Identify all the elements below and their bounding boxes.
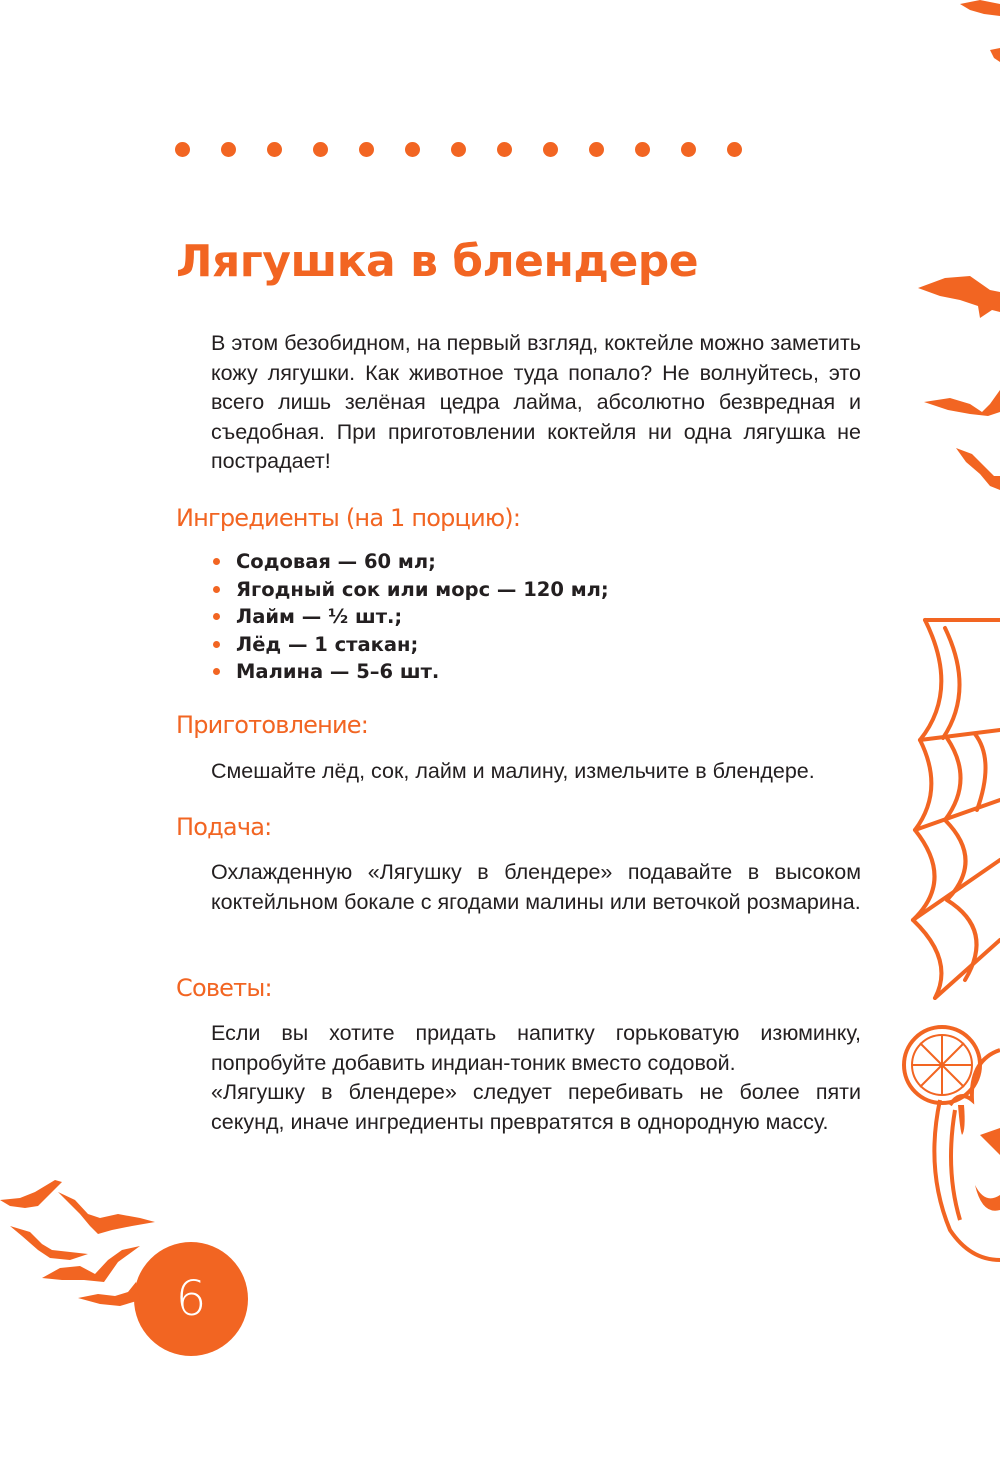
list-item: Лёд — 1 стакан;: [213, 631, 609, 659]
dot: [727, 142, 742, 157]
bullet-icon: [213, 613, 220, 620]
dot: [175, 142, 190, 157]
ingredients-list: [213, 548, 609, 686]
dot: [359, 142, 374, 157]
spiderweb-icon: [905, 600, 1000, 1000]
list-item: Ягодный сок или морс — 120 мл;: [213, 576, 609, 604]
dot: [681, 142, 696, 157]
dot: [497, 142, 512, 157]
pumpkin-icon: [900, 1010, 1000, 1270]
preparation-heading: Приготовление:: [176, 711, 369, 739]
list-item: Лайм — ½ шт.;: [213, 603, 609, 631]
ingredients-heading: Ингредиенты (на 1 порцию):: [176, 504, 521, 532]
dot: [451, 142, 466, 157]
bullet-icon: [213, 586, 220, 593]
page-title: Лягушка в блендере: [176, 236, 699, 287]
page-number: 6: [175, 1271, 207, 1327]
dot: [405, 142, 420, 157]
serving-text: Охлажденную «Лягушку в блендере» подавайте в высоком коктейльном бокале с ягодами малины или веточкой розмарина.: [211, 860, 861, 914]
dot: [543, 142, 558, 157]
tips-heading: Советы:: [176, 974, 272, 1002]
list-item: Содовая — 60 мл;: [213, 548, 609, 576]
bat-icon: [900, 0, 1000, 500]
tips-text-2: «Лягушку в блендере» следует перебивать не более пяти секунд, иначе ингредиенты превратятся в однородную массу.: [211, 1080, 861, 1134]
bat-icon: [0, 1170, 160, 1310]
list-item: Малина — 5–6 шт.: [213, 658, 609, 686]
bullet-icon: [213, 558, 220, 565]
bullet-icon: [213, 641, 220, 648]
dot: [221, 142, 236, 157]
dot: [635, 142, 650, 157]
serving-heading: Подача:: [176, 813, 272, 841]
dot: [589, 142, 604, 157]
tips-text-1: Если вы хотите придать напитку горьковатую изюминку, попробуйте добавить индиан-тоник вместо содовой.: [211, 1021, 861, 1075]
dotted-divider: [175, 142, 773, 157]
intro-paragraph: В этом безобидном, на первый взгляд, коктейле можно заметить кожу лягушки. Как животное туда попало? Не волнуйтесь, это всего лишь зелёная цедра лайма, абсолютно безвредная и съедобная. При приготовлении коктейля ни одна лягушка не пострадает!: [211, 331, 861, 473]
dot: [313, 142, 328, 157]
dot: [267, 142, 282, 157]
preparation-text: Смешайте лёд, сок, лайм и малину, измельчите в блендере.: [211, 759, 815, 783]
bullet-icon: [213, 668, 220, 675]
